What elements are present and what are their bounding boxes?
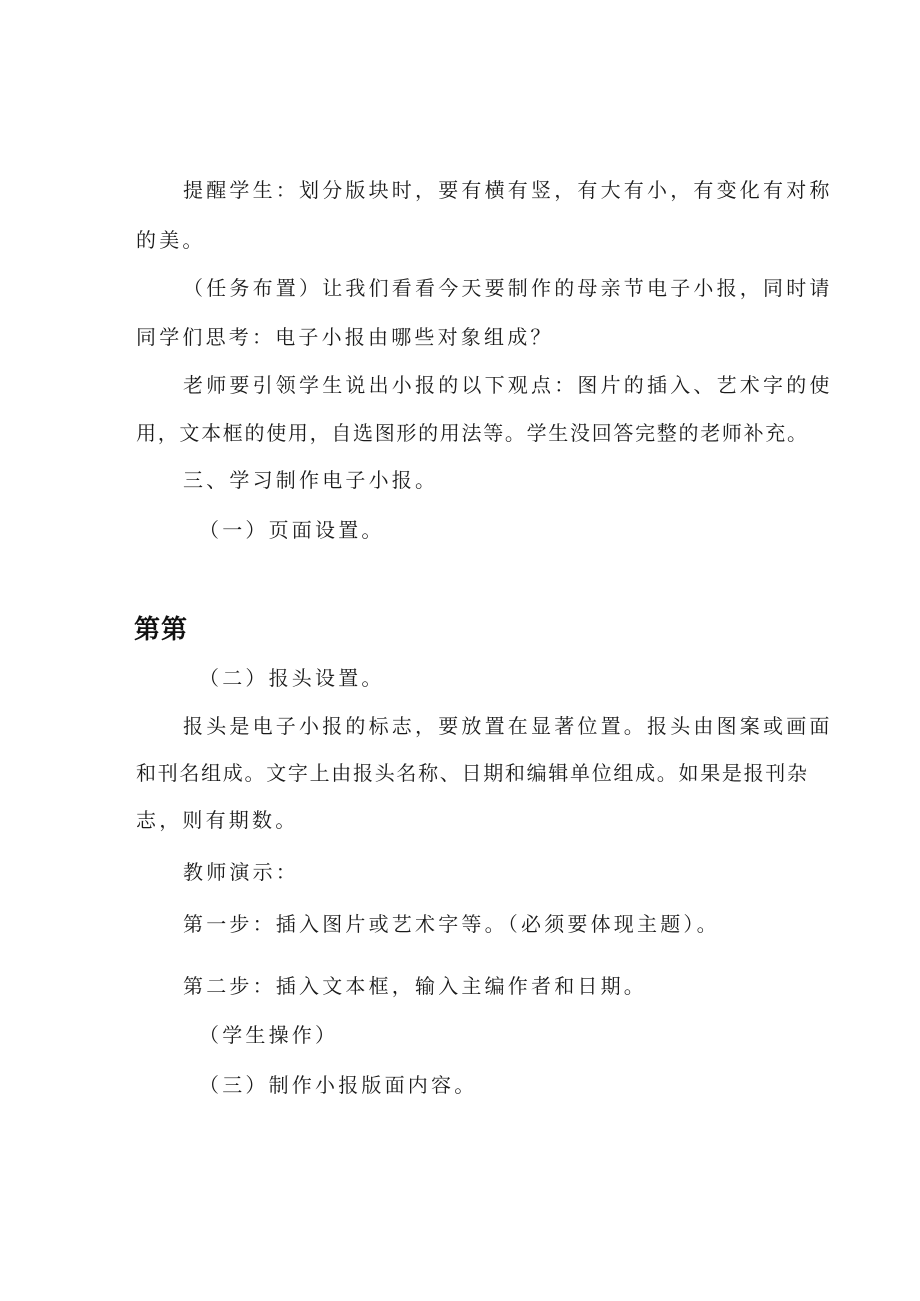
paragraph-line: 用，文本框的使用，自选图形的用法等。学生没回答完整的老师补充。	[136, 421, 809, 445]
paragraph-line: 志，则有期数。	[136, 808, 299, 832]
paragraph-line: （任务布置）让我们看看今天要制作的母亲节电子小报，同时请	[183, 276, 833, 300]
paragraph-line: 报头是电子小报的标志，要放置在显著位置。报头由图案或画面	[183, 714, 833, 738]
subsection-heading: （三）制作小报版面内容。	[199, 1073, 478, 1097]
paragraph-line: 提醒学生：划分版块时，要有横有竖，有大有小，有变化有对称	[183, 178, 833, 202]
subsection-heading: （一）页面设置。	[199, 518, 385, 542]
section-heading: 三、学习制作电子小报。	[183, 468, 439, 492]
paragraph-line: 的美。	[136, 228, 206, 252]
step-line: 第二步：插入文本框，输入主编作者和日期。	[183, 974, 647, 998]
step-line: 第一步：插入图片或艺术字等。（必须要体现主题）。	[183, 912, 720, 936]
paragraph-line: 和刊名组成。文字上由报头名称、日期和编辑单位组成。如果是报刊杂	[136, 761, 809, 785]
paragraph-line: 同学们思考：电子小报由哪些对象组成？	[136, 325, 554, 349]
subsection-heading: （二）报头设置。	[199, 666, 385, 690]
paragraph-line: 老师要引领学生说出小报的以下观点：图片的插入、艺术字的使	[183, 373, 833, 397]
paragraph-line: （学生操作）	[199, 1023, 339, 1047]
paragraph-line: 教师演示：	[183, 860, 299, 884]
page-heading: 第第	[134, 615, 189, 645]
